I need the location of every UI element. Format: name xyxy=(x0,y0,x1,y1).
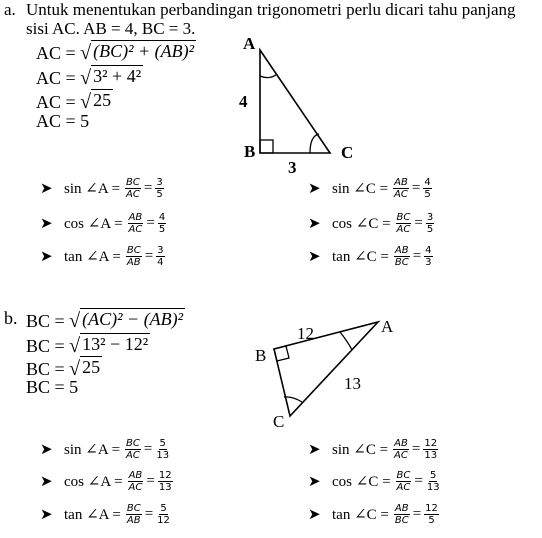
vertex-c-label: C xyxy=(341,143,354,162)
part-b-step-2: BC = √ 13² − 12² xyxy=(26,334,149,357)
part-b-cos-a: ➤ cos ∠A = $\frac{AB}{AC}$ = $\frac{12}{13}$ xyxy=(40,469,172,493)
radicand: (BC)² + (AB)² xyxy=(93,41,195,61)
part-b-marker: b. xyxy=(4,308,18,328)
part-a-intro-line1: Untuk menentukan perbandingan trigonometri perlu dicari tahu panjang xyxy=(26,0,516,19)
vertex-a-label: A xyxy=(381,317,394,336)
part-b-step-4: BC = 5 xyxy=(26,377,79,397)
arrow-bullet-icon: ➤ xyxy=(40,179,53,197)
part-a-tan-a: ➤ tan ∠A = $\frac{BC}{AB}$ = $\frac{3}{4}$ xyxy=(40,244,164,268)
part-b-step-3: BC = √ 25 xyxy=(26,357,101,380)
radicand: 25 xyxy=(82,357,101,377)
part-b-step-1: BC = √ (AC)² − (AB)² xyxy=(26,309,184,332)
part-b-cos-c: ➤ cos ∠C = $\frac{BC}{AC}$ = $\frac{5}{13}$ xyxy=(308,469,440,493)
triangle-b-diagram xyxy=(260,310,390,425)
part-b-sin-a: ➤ sin ∠A = $\frac{BC}{AC}$ = $\frac{5}{13}$ xyxy=(40,437,170,461)
part-a-sin-c: ➤ sin ∠C = $\frac{AB}{AC}$ = $\frac{4}{5}$ xyxy=(308,176,431,200)
part-a-step-1: AC = √ (BC)² + (AB)² xyxy=(36,41,195,64)
arrow-bullet-icon: ➤ xyxy=(308,440,321,458)
angle-a-arc xyxy=(260,74,277,78)
arrow-bullet-icon: ➤ xyxy=(40,505,53,523)
side-ab-label: 12 xyxy=(297,324,314,343)
part-b-tan-c: ➤ tan ∠C = $\frac{AB}{BC}$ = $\frac{12}{5}$ xyxy=(308,502,438,526)
arrow-bullet-icon: ➤ xyxy=(308,179,321,197)
part-a-cos-c: ➤ cos ∠C = $\frac{BC}{AC}$ = $\frac{3}{5}$ xyxy=(308,211,434,235)
side-bc-label: 3 xyxy=(288,158,297,177)
part-a-cos-a: ➤ cos ∠A = $\frac{AB}{AC}$ = $\frac{4}{5}$ xyxy=(40,211,166,235)
part-a-sin-a: ➤ sin ∠A = $\frac{BC}{AC}$ = $\frac{3}{5}$ xyxy=(40,176,163,200)
right-angle-marker xyxy=(274,346,289,361)
part-a-step-4: AC = 5 xyxy=(36,111,90,131)
arrow-bullet-icon: ➤ xyxy=(308,472,321,490)
part-a-intro-line2: sisi AC. AB = 4, BC = 3. xyxy=(26,19,196,38)
arrow-bullet-icon: ➤ xyxy=(40,440,53,458)
angle-a-arc xyxy=(340,332,352,350)
arrow-bullet-icon: ➤ xyxy=(308,247,321,265)
vertex-b-label: B xyxy=(255,346,267,365)
arrow-bullet-icon: ➤ xyxy=(40,472,53,490)
arrow-bullet-icon: ➤ xyxy=(40,247,53,265)
angle-c-arc xyxy=(310,134,319,153)
vertex-b-label: B xyxy=(244,142,256,161)
part-b-sin-c: ➤ sin ∠C = $\frac{AB}{AC}$ = $\frac{12}{13}$ xyxy=(308,437,438,461)
part-a-marker: a. xyxy=(4,0,16,19)
radicand: 25 xyxy=(93,90,112,110)
part-a-step-2: AC = √ 3² + 4² xyxy=(36,66,142,89)
triangle-a-shape xyxy=(260,50,330,153)
arrow-bullet-icon: ➤ xyxy=(308,214,321,232)
vertex-c-label: C xyxy=(273,412,285,431)
vertex-a-label: A xyxy=(243,34,256,53)
part-a-step-3: AC = √ 25 xyxy=(36,90,112,113)
right-angle-marker xyxy=(260,140,273,153)
part-a-tan-c: ➤ tan ∠C = $\frac{AB}{BC}$ = $\frac{4}{3}$ xyxy=(308,244,432,268)
arrow-bullet-icon: ➤ xyxy=(308,505,321,523)
triangle-b-shape xyxy=(274,322,378,416)
side-ac-label: 13 xyxy=(344,374,361,393)
radicand: 13² − 12² xyxy=(82,334,149,354)
arrow-bullet-icon: ➤ xyxy=(40,214,53,232)
side-ab-label: 4 xyxy=(239,92,248,111)
part-b-tan-a: ➤ tan ∠A = $\frac{BC}{AB}$ = $\frac{5}{12}$ xyxy=(40,502,170,526)
radicand: (AC)² − (AB)² xyxy=(82,309,184,329)
radicand: 3² + 4² xyxy=(93,66,142,86)
